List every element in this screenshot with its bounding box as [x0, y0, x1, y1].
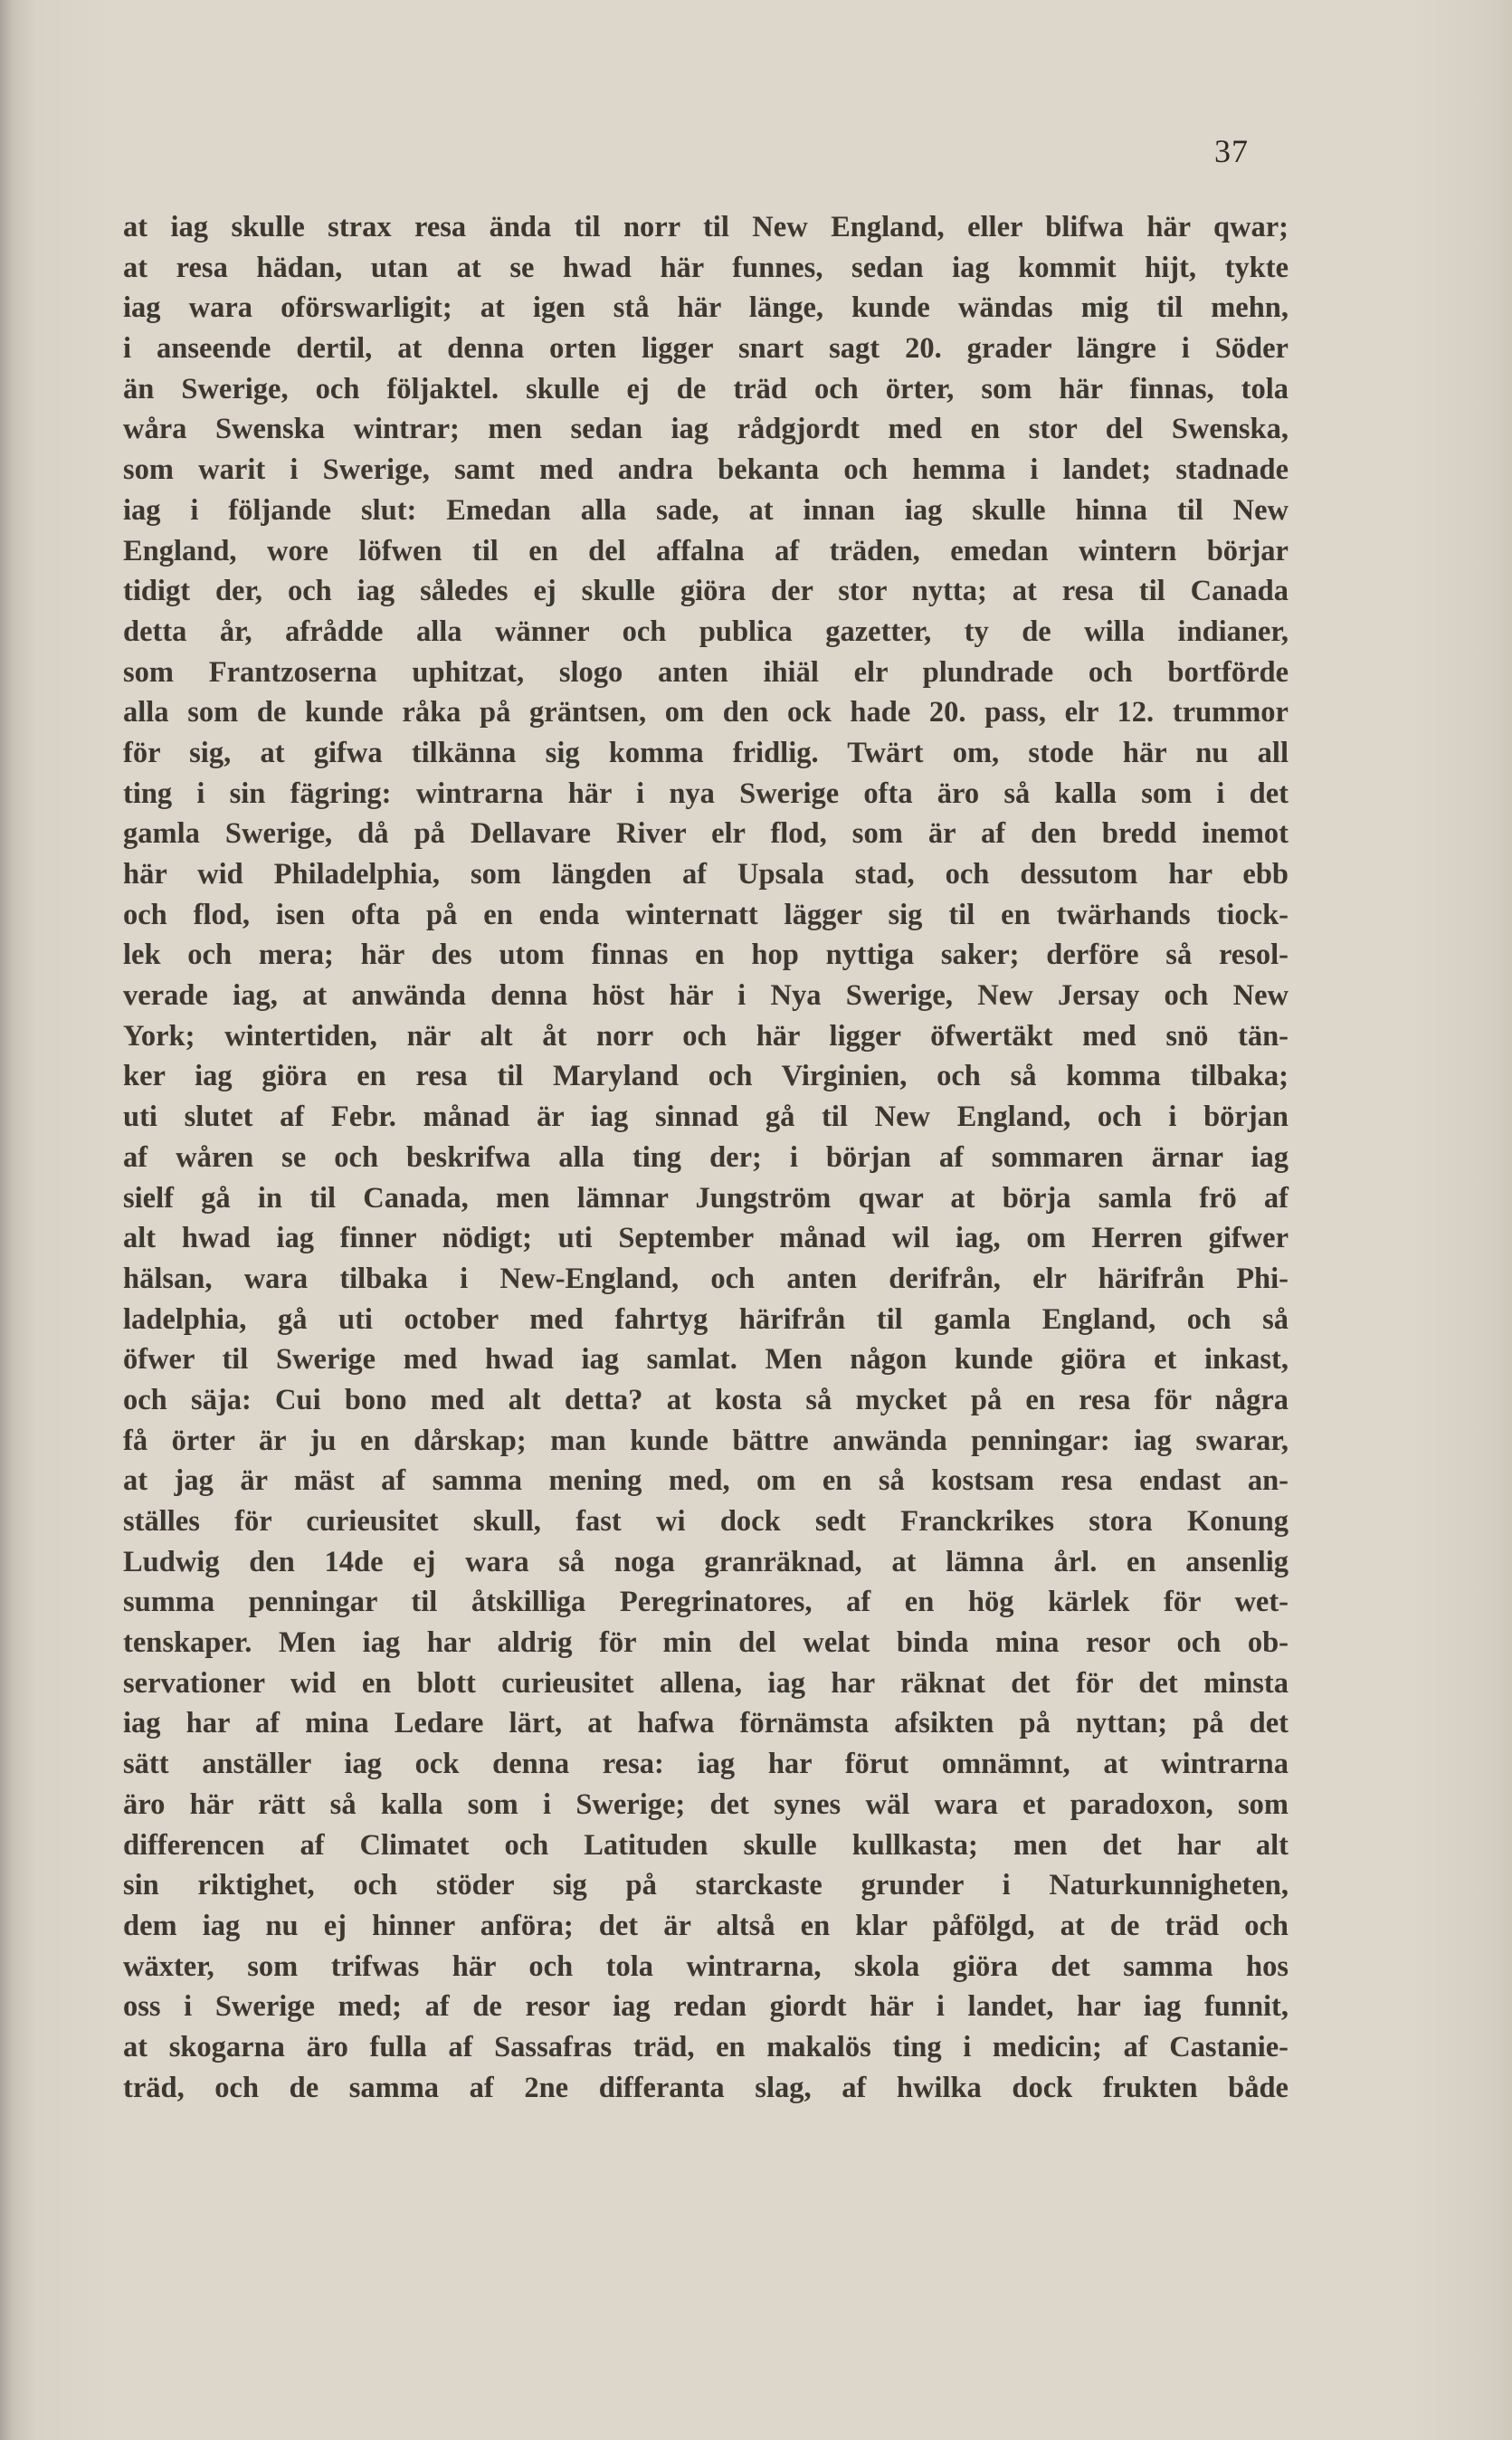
- text-line: servationer wid en blott curieusitet allena, iag har räknat det för det minsta: [123, 1666, 1289, 1700]
- text-line: alla som de kunde råka på gräntsen, om den ock hade 20. pass, elr 12. trummor: [123, 696, 1289, 729]
- text-line: dem iag nu ej hinner anföra; det är altså en klar påfölgd, at de träd och: [123, 1909, 1289, 1942]
- text-line: ladelphia, gå uti october med fahrtyg härifrån til gamla England, och så: [123, 1302, 1289, 1336]
- text-line: Ludwig den 14de ej wara så noga granräknad, at lämna årl. en ansenlig: [123, 1545, 1289, 1578]
- text-line: och flod, isen ofta på en enda winternatt lägger sig til en twärhands tiock-: [123, 898, 1289, 931]
- text-line: som Frantzoserna uphitzat, slogo anten ihiäl elr plundrade och bortförde: [123, 655, 1289, 689]
- text-line: verade iag, at anwända denna höst här i Nya Swerige, New Jersay och New: [123, 979, 1289, 1013]
- text-line: för sig, at gifwa tilkänna sig komma fridlig. Twärt om, stode här nu all: [123, 736, 1289, 769]
- text-line: iag har af mina Ledare lärt, at hafwa förnämsta afsikten på nyttan; på det: [123, 1707, 1289, 1740]
- text-line: England, wore löfwen til en del affalna af träden, emedan wintern börjar: [123, 534, 1289, 567]
- text-line: få örter är ju en dårskap; man kunde bättre anwända penningar: iag swarar,: [123, 1424, 1289, 1457]
- page-number: 37: [1214, 133, 1249, 169]
- text-line: at iag skulle strax resa ända til norr til New England, eller blifwa här qwar;: [123, 211, 1289, 243]
- text-line: wåra Swenska wintrar; men sedan iag rådgjordt med en stor del Swenska,: [123, 413, 1289, 446]
- text-line: tidigt der, och iag således ej skulle giöra der stor nytta; at resa til Canada: [123, 575, 1289, 608]
- text-line: wäxter, som trifwas här och tola wintrarna, skola giöra det samma hos: [123, 1949, 1289, 1983]
- text-line: och säja: Cui bono med alt detta? at kosta så mycket på en resa för några: [123, 1383, 1289, 1416]
- text-line: detta år, afrådde alla wänner och publica gazetter, ty de willa indianer,: [123, 615, 1289, 648]
- text-line: York; wintertiden, när alt åt norr och här ligger öfwertäkt med snö tän-: [123, 1019, 1289, 1053]
- text-line: iag wara oförswarligit; at igen stå här länge, kunde wändas mig til mehn,: [123, 291, 1289, 325]
- text-line: summa penningar til åtskilliga Peregrinatores, af en hög kärlek för wet-: [123, 1586, 1289, 1619]
- text-line: som warit i Swerige, samt med andra bekanta och hemma i landet; stadnade: [123, 453, 1289, 487]
- text-line: ker iag giöra en resa til Maryland och Virginien, och så komma tilbaka;: [123, 1060, 1289, 1093]
- text-line: oss i Swerige med; af de resor iag redan giordt här i landet, har iag funnit,: [123, 1990, 1289, 2024]
- text-line: ting i sin fägring: wintrarna här i nya Swerige ofta äro så kalla som i det: [123, 777, 1289, 810]
- text-line: här wid Philadelphia, som längden af Upsala stad, och dessutom har ebb: [123, 858, 1289, 891]
- text-line: än Swerige, och följaktel. skulle ej de träd och örter, som här finnas, tola: [123, 372, 1289, 405]
- text-line: gamla Swerige, då på Dellavare River elr flod, som är af den bredd inemot: [123, 817, 1289, 851]
- text-line: i anseende dertil, at denna orten ligger snart sagt 20. grader längre i Söder: [123, 332, 1289, 366]
- text-line: sätt anställer iag ock denna resa: iag har förut omnämnt, at wintrarna: [123, 1748, 1289, 1781]
- text-line: sin riktighet, och stöder sig på starckaste grunder i Naturkunnigheten,: [123, 1869, 1289, 1902]
- text-line: sielf gå in til Canada, men lämnar Jungström qwar at börja samla frö af: [123, 1181, 1289, 1215]
- text-line: differencen af Climatet och Latituden skulle kullkasta; men det har alt: [123, 1828, 1289, 1862]
- text-line: hälsan, wara tilbaka i New-England, och anten derifrån, elr härifrån Phi-: [123, 1262, 1289, 1295]
- text-line: tenskaper. Men iag har aldrig för min del welat binda mina resor och ob-: [123, 1626, 1289, 1660]
- text-line: uti slutet af Febr. månad är iag sinnad gå til New England, och i början: [123, 1101, 1289, 1134]
- text-line: iag i följande slut: Emedan alla sade, at innan iag skulle hinna til New: [123, 493, 1289, 527]
- text-line: öfwer til Swerige med hwad iag samlat. Men någon kunde giöra et inkast,: [123, 1343, 1289, 1377]
- text-line: lek och mera; här des utom finnas en hop nyttiga saker; derföre så resol-: [123, 939, 1289, 972]
- text-line: träd, och de samma af 2ne differanta slag, af hwilka dock frukten både: [123, 2071, 1289, 2104]
- text-line: alt hwad iag finner nödigt; uti September månad wil iag, om Herren gifwer: [123, 1222, 1289, 1255]
- text-line: at skogarna äro fulla af Sassafras träd, en makalös ting i medicin; af Castanie-: [123, 2030, 1289, 2064]
- body-text: [123, 207, 1289, 2108]
- text-line: äro här rätt så kalla som i Swerige; det synes wäl wara et paradoxon, som: [123, 1787, 1289, 1821]
- text-line: at resa hädan, utan at se hwad här funnes, sedan iag kommit hijt, tykte: [123, 251, 1289, 284]
- text-line: ställes för curieusitet skull, fast wi dock sedt Franckrikes stora Konung: [123, 1505, 1289, 1538]
- text-line: af wåren se och beskrifwa alla ting der; i början af sommaren ärnar iag: [123, 1140, 1289, 1174]
- text-line: at jag är mäst af samma mening med, om en så kostsam resa endast an-: [123, 1464, 1289, 1498]
